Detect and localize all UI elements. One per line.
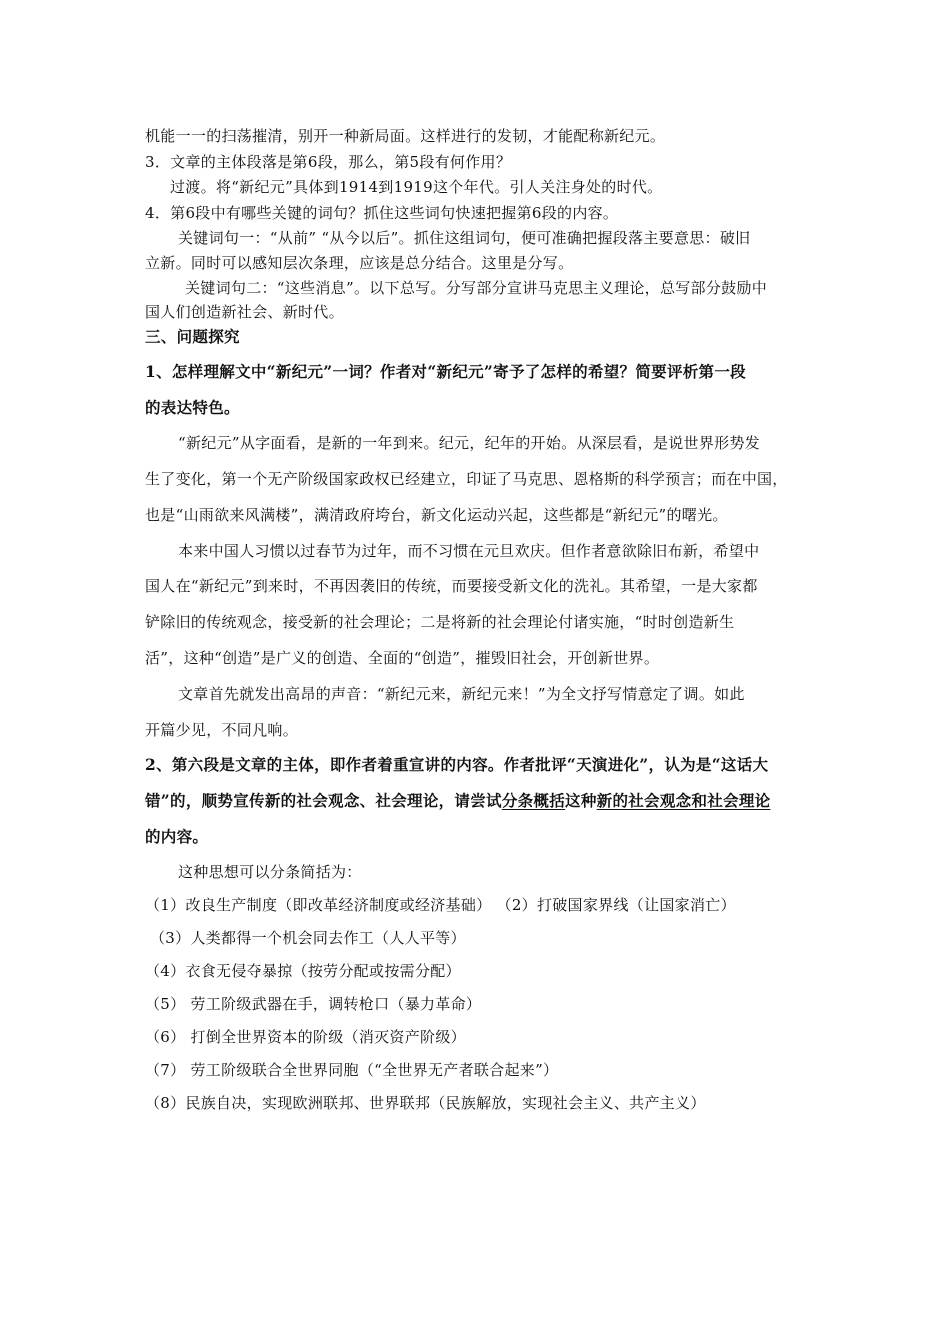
- question-2-text: 错”的，顺势宣传新的社会观念、社会理论，请尝试: [145, 791, 502, 810]
- answer-1-line: 活”，这种“创造”是广义的创造、全面的“创造”，摧毁旧社会，开创新世界。: [145, 649, 660, 667]
- list-item: （6） 打倒全世界资本的阶级（消灭资产阶级）: [145, 1028, 466, 1046]
- answer-4-line: 立新。同时可以感知层次条理，应该是总分结合。这里是分写。: [145, 254, 574, 272]
- list-item: （5） 劳工阶级武器在手，调转枪口（暴力革命）: [145, 995, 482, 1013]
- answer-4-line: 国人们创造新社会、新时代。: [145, 303, 344, 321]
- answer-1-line: 也是“山雨欲来风满楼”，满清政府垮台，新文化运动兴起，这些都是“新纪元”的曙光。: [145, 506, 728, 524]
- answer-2-intro: 这种思想可以分条简括为：: [178, 863, 362, 881]
- list-item: （1）改良生产制度（即改革经济制度或经济基础） （2）打破国家界线（让国家消亡）: [145, 896, 736, 914]
- question-1: 的表达特色。: [145, 398, 240, 417]
- list-item: （8）民族自决，实现欧洲联邦、世界联邦（民族解放，实现社会主义、共产主义）: [145, 1094, 706, 1112]
- answer-1-line: 生了变化，第一个无产阶级国家政权已经建立，印证了马克思、恩格斯的科学预言；而在中国，: [145, 470, 788, 488]
- answer-1-line: “新纪元”从字面看，是新的一年到来。纪元，纪年的开始。从深层看，是说世界形势发: [178, 434, 761, 452]
- answer-1-line: 本来中国人习惯以过春节为过年，而不习惯在元旦欢庆。但作者意欲除旧布新，希望中: [178, 542, 760, 560]
- list-item: （4）衣食无侵夺暴掠（按劳分配或按需分配）: [145, 962, 461, 980]
- underlined-phrase: 新的社会观念和社会理论: [596, 791, 771, 810]
- answer-3: 过渡。将“新纪元”具体到1914到1919这个年代。引人关注身处的时代。: [170, 178, 663, 196]
- underlined-phrase: 分条概括: [501, 791, 566, 810]
- answer-1-line: 铲除旧的传统观念，接受新的社会理论；二是将新的社会理论付诸实施，“时时创造新生: [145, 613, 735, 631]
- question-1: 1、怎样理解文中“新纪元”一词？作者对“新纪元”寄予了怎样的希望？简要评析第一段: [145, 362, 746, 381]
- answer-4-line: 关键词句二：“这些消息”。以下总写。分写部分宣讲马克思主义理论，总写部分鼓励中: [185, 279, 768, 297]
- question-2: [145, 791, 770, 811]
- list-item: （7） 劳工阶级联合全世界同胞（“全世界无产者联合起来”）: [145, 1061, 559, 1079]
- question-2-text: 这种: [565, 791, 597, 810]
- answer-4-line: 关键词句一：“从前” “从今以后”。抓住这组词句，便可准确把握段落主要意思：破旧: [178, 229, 751, 247]
- question-4: 4．第6段中有哪些关键的词句？抓住这些词句快速把握第6段的内容。: [145, 204, 619, 222]
- list-item: （3）人类都得一个机会同去作工（人人平等）: [150, 929, 466, 947]
- section-heading: 三、问题探究: [145, 327, 240, 346]
- question-2: 的内容。: [145, 827, 209, 846]
- answer-1-line: 国人在“新纪元”到来时，不再因袭旧的传统，而要接受新文化的洗礼。其希望，一是大家都: [145, 577, 758, 595]
- answer-1-line: 开篇少见，不同凡响。: [145, 721, 299, 739]
- question-2: 2、第六段是文章的主体，即作者着重宣讲的内容。作者批评“天演进化”，认为是“这话大: [145, 755, 769, 774]
- question-3: 3．文章的主体段落是第6段，那么，第5段有何作用？: [145, 153, 512, 171]
- answer-1-line: 文章首先就发出高昂的声音：“新纪元来，新纪元来！”为全文抒写情意定了调。如此: [178, 685, 745, 703]
- text-line: 机能一一的扫荡摧清，别开一种新局面。这样进行的发韧，才能配称新纪元。: [145, 127, 666, 145]
